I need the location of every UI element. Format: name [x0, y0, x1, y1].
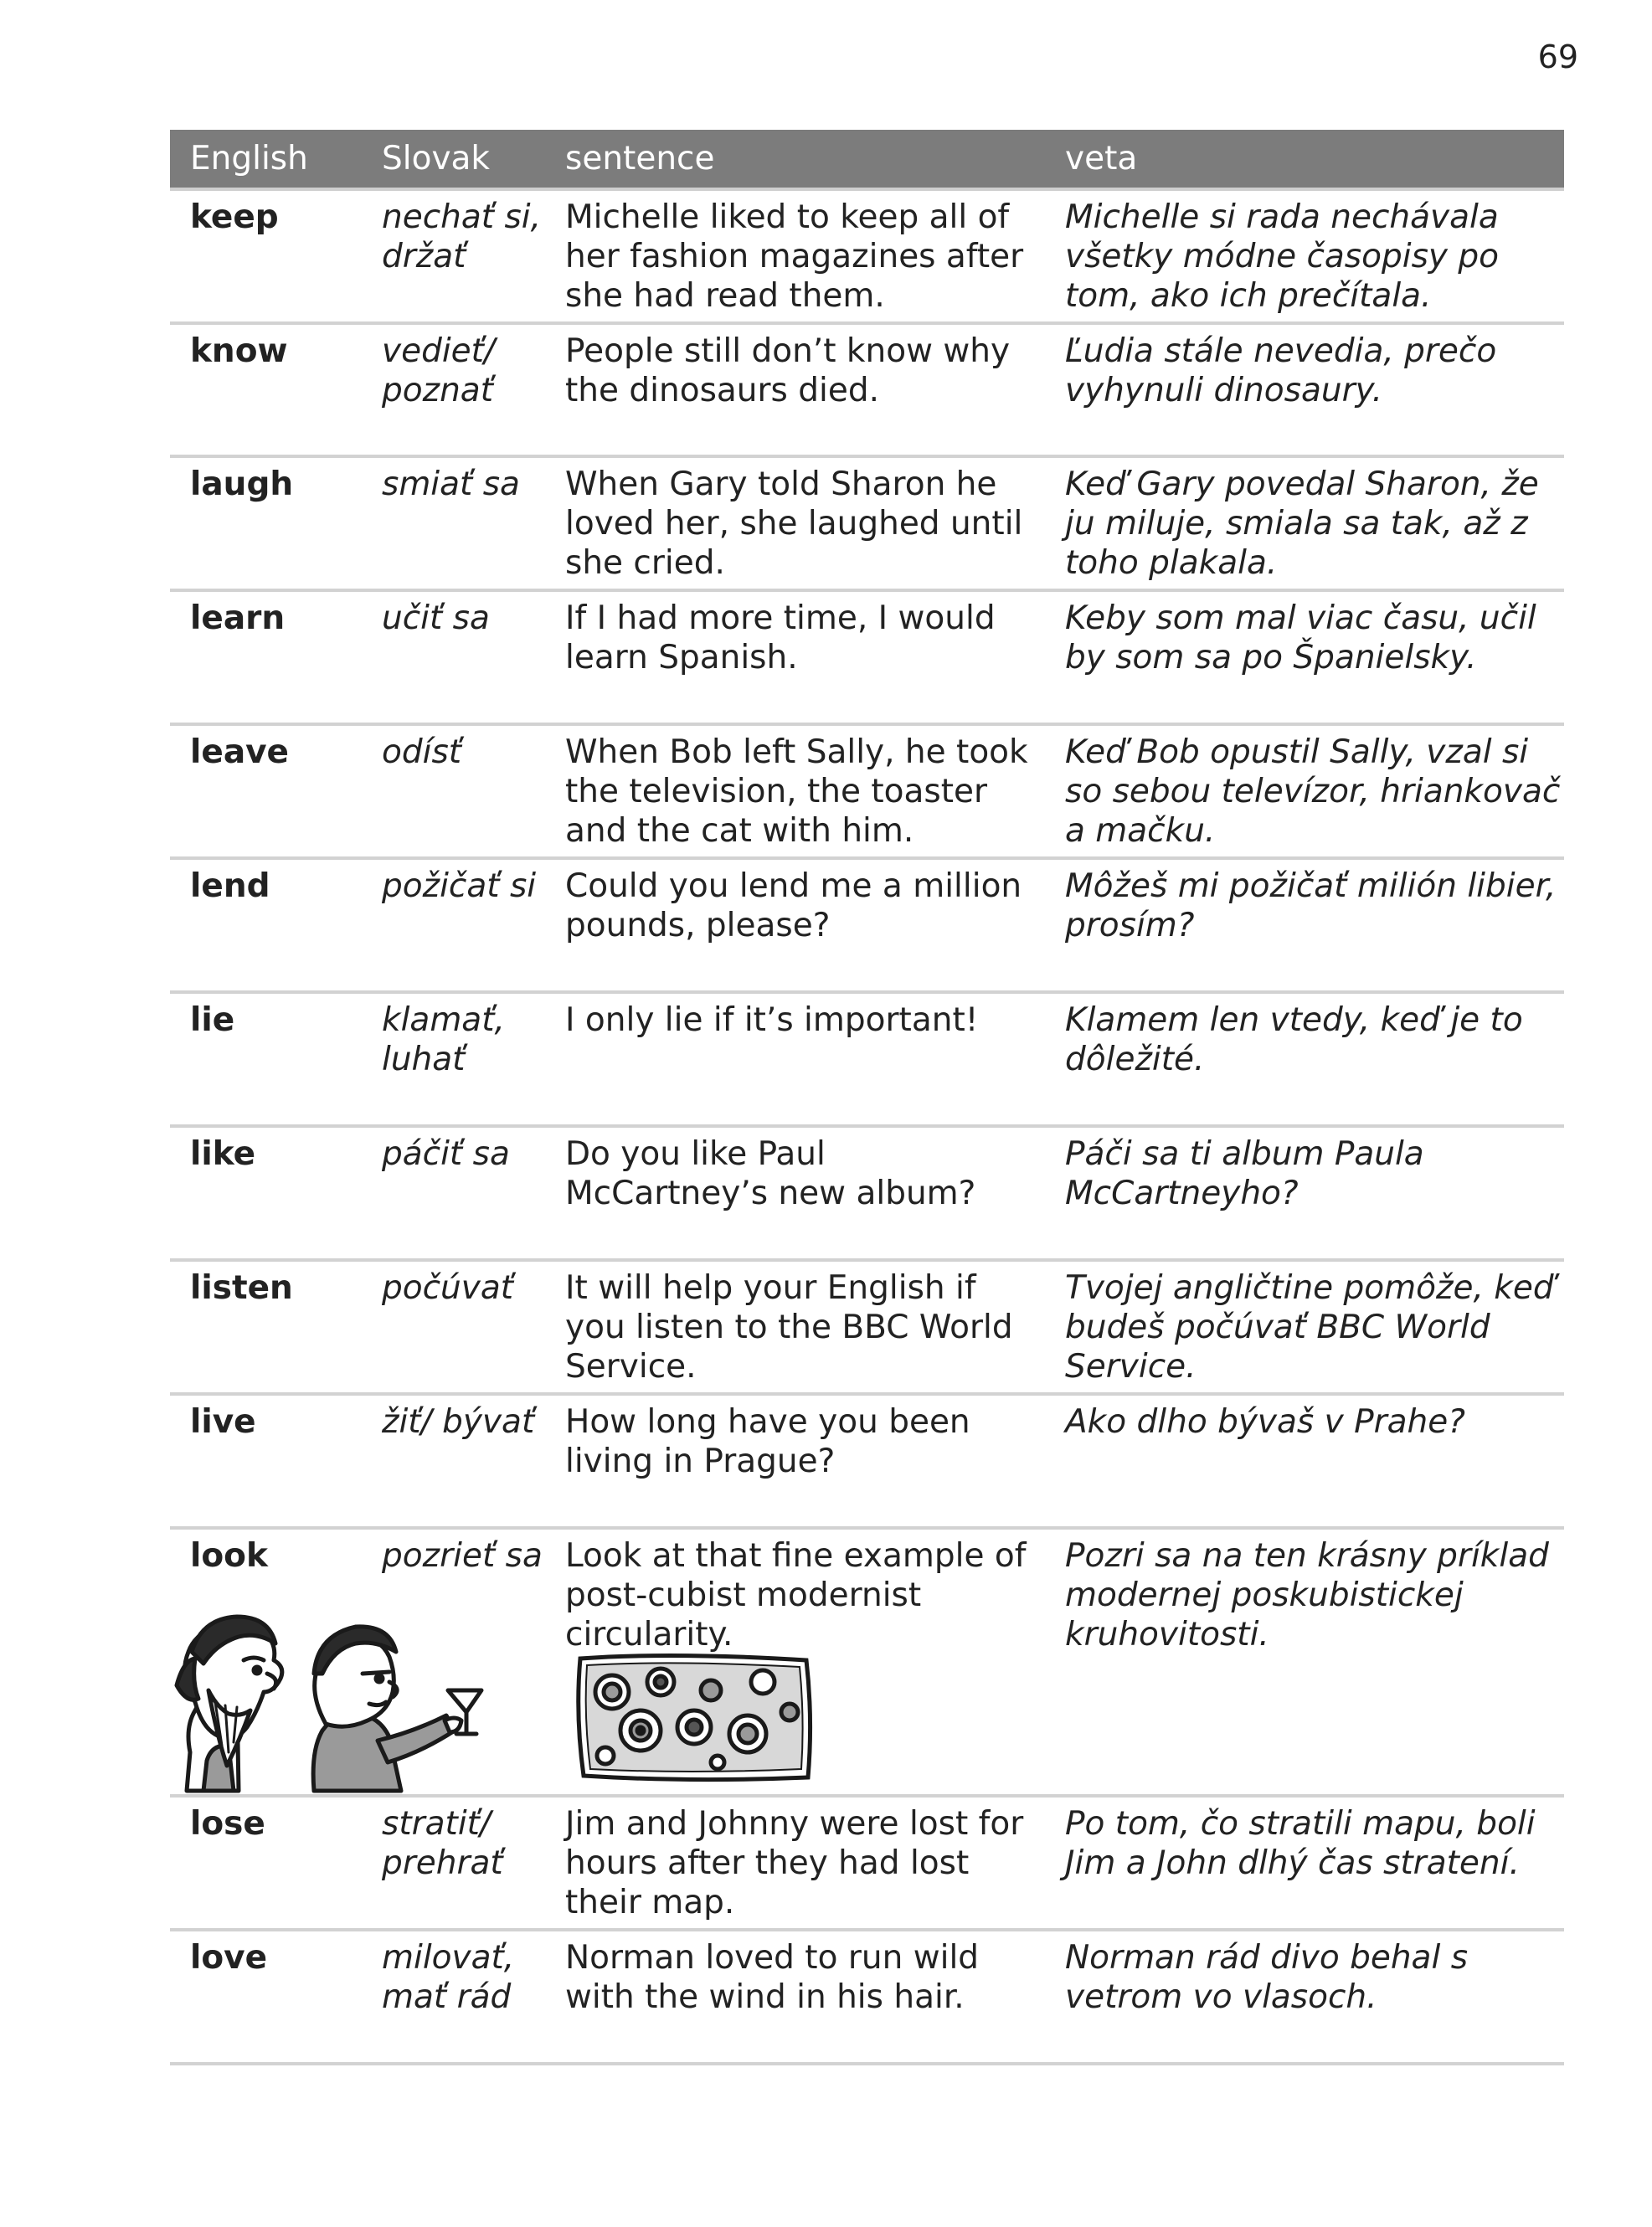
english-word: know	[190, 332, 288, 370]
english-word: lie	[190, 1001, 235, 1039]
man-with-glass-drawing	[313, 1627, 481, 1791]
english-word: listen	[190, 1269, 293, 1307]
english-word: leave	[190, 733, 290, 771]
example-veta: Môžeš mi požičať milión libier, prosím?	[1065, 867, 1557, 944]
example-sentence: Look at that fine example of post-cubist modernist circularity.	[565, 1537, 1027, 1654]
english-word: learn	[190, 599, 286, 637]
table-row	[170, 726, 1564, 860]
table-row	[170, 1262, 1564, 1396]
slovak-word: páčiť sa	[382, 1135, 510, 1173]
example-veta: Po tom, čo stratili mapu, boli Jim a John dlhý čas stratení.	[1065, 1805, 1536, 1882]
example-veta: Klamem len vtedy, keď je to dôležité.	[1065, 1001, 1523, 1078]
english-word: lose	[190, 1805, 265, 1843]
table-row	[170, 325, 1564, 458]
example-veta: Páči sa ti album Paula McCartneyho?	[1065, 1135, 1424, 1212]
example-sentence: When Gary told Sharon he loved her, she laughed until she cried.	[565, 465, 1023, 582]
header-veta: veta	[1065, 140, 1138, 177]
english-word: live	[190, 1403, 256, 1441]
table-row	[170, 860, 1564, 994]
example-veta: Pozri sa na ten krásny príklad modernej poskubistickej kruhovitosti.	[1065, 1537, 1549, 1654]
slovak-word: vedieť/ poznať	[382, 332, 496, 409]
table-row	[170, 592, 1564, 726]
slovak-word: milovať, mať rád	[382, 1939, 515, 2016]
example-veta: Tvojej angličtine pomôže, keď budeš počúvať BBC World Service.	[1065, 1269, 1554, 1386]
example-veta: Ľudia stále nevedia, prečo vyhynuli dinosaury.	[1065, 332, 1497, 409]
table-row	[170, 994, 1564, 1128]
header-slovak: Slovak	[382, 140, 491, 177]
example-sentence: Could you lend me a million pounds, please?	[565, 867, 1022, 944]
table-row	[170, 191, 1564, 325]
english-word: lend	[190, 867, 270, 905]
example-veta: Norman rád divo behal s vetrom vo vlasoch.	[1065, 1939, 1469, 2016]
slovak-word: stratiť/ prehrať	[382, 1805, 503, 1882]
slovak-word: učiť sa	[382, 599, 490, 637]
example-sentence: I only lie if it’s important!	[565, 1001, 979, 1039]
english-word: like	[190, 1135, 256, 1173]
example-sentence: It will help your English if you listen to the BBC World Service.	[565, 1269, 1013, 1386]
english-word: look	[190, 1537, 268, 1575]
slovak-word: počúvať	[382, 1269, 514, 1307]
slovak-word: žiť/ bývať	[382, 1403, 535, 1441]
example-sentence: If I had more time, I would learn Spanish.	[565, 599, 996, 676]
example-veta: Ako dlho bývaš v Prahe?	[1065, 1403, 1465, 1441]
vocabulary-table	[170, 130, 1564, 2065]
header-sentence: sentence	[565, 140, 715, 177]
bearded-man-drawing	[177, 1617, 282, 1791]
english-word: love	[190, 1939, 268, 1977]
table-row-with-illustration	[170, 1530, 1564, 1798]
english-word: keep	[190, 198, 279, 236]
slovak-word: požičať si	[382, 867, 537, 905]
english-word: laugh	[190, 465, 294, 503]
illustration-art-viewers	[170, 1526, 840, 1794]
example-sentence: How long have you been living in Prague?	[565, 1403, 970, 1480]
example-sentence: When Bob left Sally, he took the television, the toaster and the cat with him.	[565, 733, 1028, 850]
table-header	[170, 130, 1564, 191]
slovak-word: odísť	[382, 733, 462, 771]
example-sentence: Norman loved to run wild with the wind in his hair.	[565, 1939, 980, 2016]
example-sentence: Michelle liked to keep all of her fashion magazines after she had read them.	[565, 198, 1024, 315]
slovak-word: pozrieť sa	[382, 1537, 543, 1575]
table-row	[170, 1798, 1564, 1931]
slovak-word: nechať si, držať	[382, 198, 542, 275]
header-english: English	[190, 140, 308, 177]
page-number: 69	[1537, 39, 1578, 75]
table-row	[170, 458, 1564, 592]
table-row	[170, 1128, 1564, 1262]
example-veta: Keby som mal viac času, učil by som sa po Španielsky.	[1065, 599, 1536, 676]
example-veta: Keď Gary povedal Sharon, že ju miluje, smiala sa tak, až z toho plakala.	[1065, 465, 1539, 582]
table-row	[170, 1396, 1564, 1530]
abstract-painting-drawing	[579, 1655, 811, 1779]
example-veta: Keď Bob opustil Sally, vzal si so sebou televízor, hriankovač a mačku.	[1065, 733, 1561, 850]
example-sentence: Jim and Johnny were lost for hours after they had lost their map.	[565, 1805, 1024, 1921]
table-row	[170, 1931, 1564, 2065]
example-sentence: People still don’t know why the dinosaurs died.	[565, 332, 1011, 409]
example-sentence: Do you like Paul McCartney’s new album?	[565, 1135, 976, 1212]
example-veta: Michelle si rada nechávala všetky módne časopisy po tom, ako ich prečítala.	[1065, 198, 1499, 315]
slovak-word: klamať, luhať	[382, 1001, 505, 1078]
slovak-word: smiať sa	[382, 465, 520, 503]
